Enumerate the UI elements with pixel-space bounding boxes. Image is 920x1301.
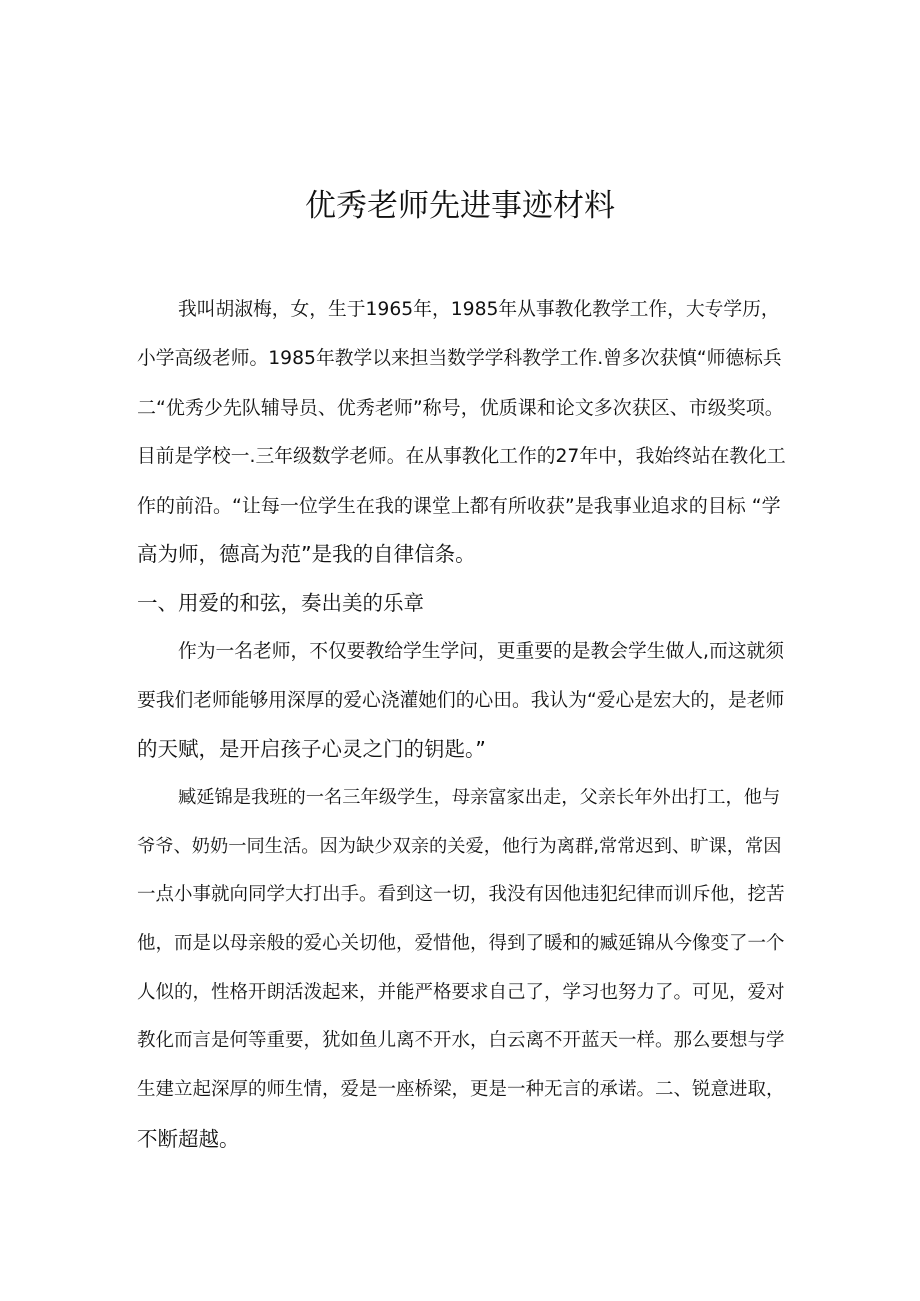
paragraph-1-line-4: 目前是学校一.三年级数学老师。在从事教化工作的27年中，我始终站在教化工 <box>137 446 786 467</box>
paragraph-2-line-2: 要我们老师能够用深厚的爱心浇灌她们的心田。我认为“爱心是宏大的，是老师 <box>137 690 785 711</box>
section-heading-1: 一、用爱的和弦，奏出美的乐章 <box>137 591 424 615</box>
paragraph-2-line-3: 的天赋，是开启孩子心灵之门的钥匙。” <box>137 737 486 761</box>
paragraph-3-line-3: 一点小事就向同学大打出手。看到这一切，我没有因他违犯纪律而训斥他，挖苦 <box>137 884 785 905</box>
paragraph-3-line-5: 人似的，性格开朗活泼起来，并能严格要求自己了，学习也努力了。可见，爱对 <box>137 982 785 1003</box>
paragraph-3-line-6: 教化而言是何等重要，犹如鱼儿离不开水，白云离不开蓝天一样。那么要想与学 <box>137 1030 785 1051</box>
document-title: 优秀老师先进事迹材料 <box>305 188 615 224</box>
paragraph-3-line-2: 爷爷、奶奶一同生活。因为缺少双亲的关爱，他行为离群,常常迟到、旷课，常因 <box>137 836 782 857</box>
paragraph-3-line-8: 不断超越。 <box>137 1127 240 1151</box>
paragraph-1-line-1: 我叫胡淑梅，女，生于1965年，1985年从事教化教学工作，大专学历， <box>178 299 780 320</box>
paragraph-3-line-4: 他，而是以母亲般的爱心关切他，爱惜他，得到了暖和的臧延锦从今像变了一个 <box>137 933 785 954</box>
paragraph-2-line-1: 作为一名老师，不仅要教给学生学问，更重要的是教会学生做人,而这就须 <box>178 641 784 662</box>
paragraph-3-line-1: 臧延锦是我班的一名三年级学生，母亲富家出走，父亲长年外出打工，他与 <box>178 787 781 808</box>
paragraph-1-line-5: 作的前沿。“让每一位学生在我的课堂上都有所收获”是我事业追求的目标 “学 <box>137 495 781 517</box>
paragraph-1-line-6: 高为师，德高为范”是我的自律信条。 <box>137 542 476 566</box>
paragraph-1-line-3: 二“优秀少先队辅导员、优秀老师”称号，优质课和论文多次获区、市级奖项。 <box>137 397 784 419</box>
paragraph-3-line-7: 生建立起深厚的师生情，爱是一座桥梁，更是一种无言的承诺。二、锐意进取， <box>137 1079 785 1100</box>
paragraph-1-line-2: 小学高级老师。1985年教学以来担当数学学科教学工作.曾多次获慎“师德标兵 <box>137 348 782 369</box>
